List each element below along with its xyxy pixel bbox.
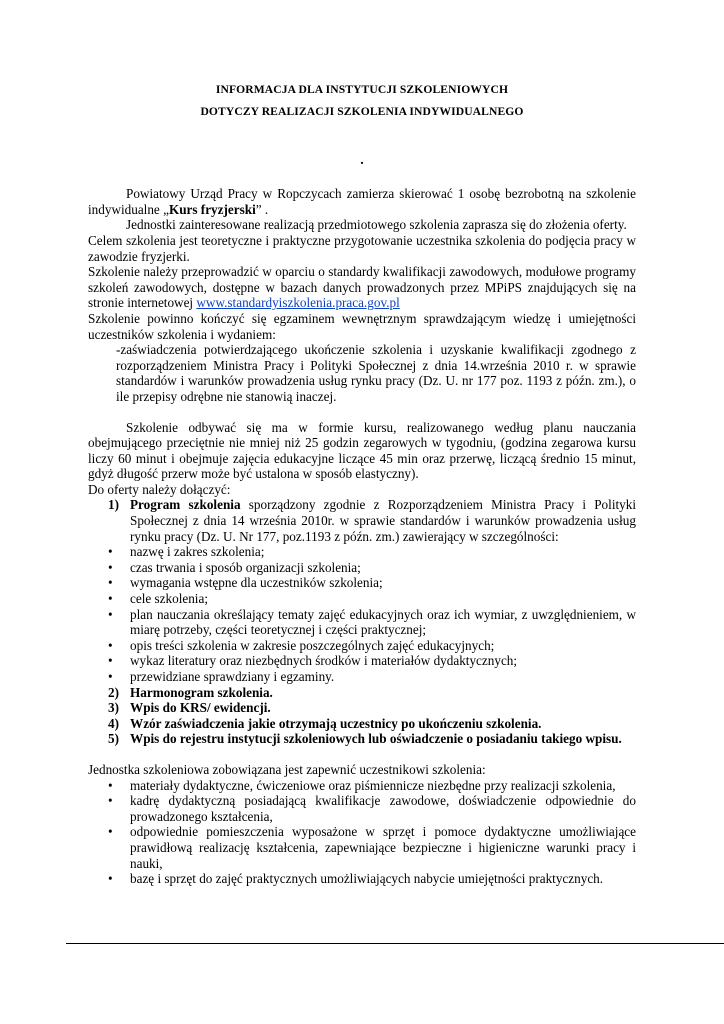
course-name: Kurs fryzjerski: [168, 201, 256, 217]
program-item: [88, 591, 636, 607]
bullet-icon: •: [108, 824, 113, 840]
intro-paragraph: [88, 186, 636, 217]
goal-paragraph: Celem szkolenia jest teoretyczne i praktyczne przygotowanie uczestnika szkolenia do podjęcia pracy w zawodzie fryzjerki.: [88, 232, 636, 264]
attachment-item-text: Wzór zaświadczenia jakie otrzymają uczestnicy po ukończeniu szkolenia.: [130, 715, 542, 731]
standards-website-link[interactable]: www.standardyiszkolenia.praca.gov.pl: [196, 295, 400, 311]
program-label: Program szkolenia: [130, 497, 241, 513]
attachment-item-text: Wpis do KRS/ ewidencji.: [130, 700, 271, 716]
attachment-item: [88, 716, 636, 732]
program-item: [88, 607, 636, 638]
exam-paragraph: Szkolenie powinno kończyć się egzaminem wewnętrznym sprawdzającym wiedzę i umiejętności uczestników szkolenia i wydaniem:: [88, 310, 636, 342]
bullet-icon: •: [108, 559, 113, 575]
intro-text-end: ” .: [255, 201, 269, 217]
obligations-list: [88, 778, 636, 887]
certificate-paragraph: -zaświadczenia potwierdzającego ukończenie szkolenia i uzyskanie kwalifikacji zgodnego z rozporządzeniem Ministra Pracy i Polityki Społecznej z dnia 14.września 2010 r. w sprawie standardów i warunków prowadzenia usług rynku pracy (Dz. U. nr 177 poz. 1193 z późn. zm.), o ile przepisy odrębne nie stanowią inaczej.: [116, 342, 636, 404]
program-item: [88, 575, 636, 591]
program-item-text: opis treści szkolenia w zakresie poszczególnych zajęć edukacyjnych;: [130, 637, 495, 653]
list-number: 5): [108, 731, 119, 747]
obligation-item-text: kadrę dydaktyczną posiadającą kwalifikacje zawodowe, doświadczenie odpowiednie do prowadzonego kształcenia,: [130, 793, 636, 824]
obligation-item-text: materiały dydaktyczne, ćwiczeniowe oraz piśmiennicze niezbędne przy realizacji szkolenia,: [130, 777, 616, 793]
obligation-item-text: odpowiednie pomieszczenia wyposażone w sprzęt i pomoce dydaktyczne umożliwiające prawidłową realizację kształcenia, zapewniające bezpieczne i higieniczne warunki pracy i nauki,: [130, 824, 636, 871]
list-number: 2): [108, 684, 119, 700]
list-number: 4): [108, 715, 119, 731]
bullet-icon: •: [108, 591, 113, 607]
list-number: 3): [108, 700, 119, 716]
attachment-item-text: Harmonogram szkolenia.: [130, 684, 273, 700]
intro-text-start: Powiatowy Urząd Pracy w Ropczycach zamierza skierować 1 osobę bezrobotną na szkolenie indywidualne „: [88, 186, 636, 217]
invitation-paragraph: Jednostki zainteresowane realizacją przedmiotowego szkolenia zaprasza się do złożenia oferty.: [126, 217, 627, 233]
program-item: [88, 544, 636, 560]
list-number: 1): [108, 497, 119, 513]
document-page: [88, 82, 636, 887]
bullet-icon: •: [108, 544, 113, 560]
standards-paragraph: [88, 264, 636, 311]
attachment-item: [88, 685, 636, 701]
program-item: [88, 669, 636, 685]
attachment-item-program: [88, 497, 636, 544]
document-title-line-2: DOTYCZY REALIZACJI SZKOLENIA INDYWIDUALNEGO: [200, 104, 524, 118]
attachment-item-text: Wpis do rejestru instytucji szkoleniowych lub oświadczenie o posiadaniu takiego wpisu.: [130, 731, 622, 747]
course-form-paragraph: Szkolenie odbywać się ma w formie kursu, realizowanego według planu nauczania obejmującego przeciętnie nie mniej niż 25 godzin zegarowych w tygodniu, (godzina zegarowa kursu liczy 60 minut i obejmuje zajęcia edukacyjne liczące 45 min oraz przerwę, liczącą średnio 15 minut, gdyż długość przerw może być ustalona w sposób elastyczny).: [88, 419, 636, 482]
program-item: [88, 653, 636, 669]
attachment-item: [88, 700, 636, 716]
obligations-intro: Jednostka szkoleniowa zobowiązana jest zapewnić uczestnikowi szkolenia:: [88, 761, 486, 777]
bullet-icon: •: [108, 871, 113, 887]
program-item-text: nazwę i zakres szkolenia;: [130, 544, 265, 560]
program-item-text: plan nauczania określający tematy zajęć edukacyjnych oraz ich wymiar, z uwzględnieniem, w miarę potrzeby, części teoretycznej i części praktycznej;: [130, 606, 636, 638]
bullet-icon: •: [108, 777, 113, 793]
attachment-item: [88, 731, 636, 747]
program-description: sporządzony zgodnie z Rozporządzeniem Ministra Pracy i Polityki Społecznej z dnia 14 września 2010r. w sprawie standardów i warunków prowadzenia usług rynku pracy (Dz. U. Nr 177, poz.1193 z późn. zm.) zawierający w szczególności:: [130, 497, 636, 544]
bullet-icon: •: [108, 575, 113, 591]
program-item-text: czas trwania i sposób organizacji szkolenia;: [130, 559, 361, 575]
standards-text: Szkolenie należy przeprowadzić w oparciu o standardy kwalifikacji zawodowych, modułowe programy szkoleń zawodowych, dostępne w bazach danych prowadzonych przez MPiPS znajdujących się na stronie internetowej: [88, 264, 636, 311]
attachments-intro: Do oferty należy dołączyć:: [88, 481, 231, 497]
bullet-icon: •: [108, 653, 113, 669]
obligation-item: [88, 793, 636, 824]
program-item-text: wykaz literatury oraz niezbędnych środków i materiałów dydaktycznych;: [130, 653, 518, 669]
obligation-item: [88, 871, 636, 887]
program-item-text: wymagania wstępne dla uczestników szkolenia;: [130, 575, 383, 591]
attachments-list: [88, 497, 636, 747]
bullet-icon: •: [108, 669, 113, 684]
program-item: [88, 560, 636, 576]
centered-dot: .: [360, 153, 364, 169]
obligation-item: [88, 778, 636, 794]
program-item: [88, 638, 636, 654]
program-item-text: przewidziane sprawdziany i egzaminy.: [130, 669, 335, 684]
bullet-icon: •: [108, 793, 113, 809]
spacer: [88, 747, 636, 762]
bullet-icon: •: [108, 637, 113, 653]
obligation-item-text: bazę i sprzęt do zajęć praktycznych umożliwiających nabycie umiejętności praktycznych.: [130, 871, 604, 887]
footer-divider: [66, 943, 724, 944]
bullet-icon: •: [108, 606, 113, 622]
program-item-text: cele szkolenia;: [130, 591, 208, 607]
document-title-line-1: INFORMACJA DLA INSTYTUCJI SZKOLENIOWYCH: [215, 83, 509, 96]
spacer: [88, 405, 636, 420]
obligation-item: [88, 824, 636, 871]
